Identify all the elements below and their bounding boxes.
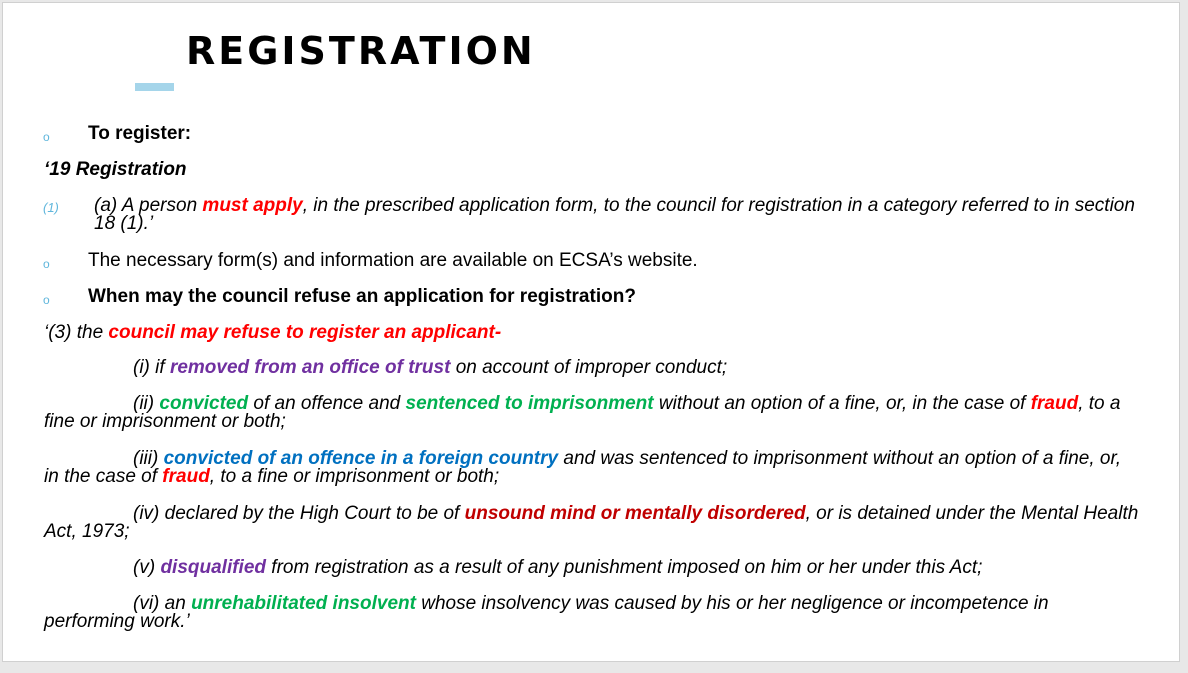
bullet-icon: o: [43, 257, 50, 271]
clause1-post: , in the prescribed application form, to the council for registration in a category referred to in section: [302, 195, 1135, 216]
slide: [2, 2, 1180, 662]
item-ii-highlight-2: sentenced to imprisonment: [405, 393, 654, 414]
clause-number: (1): [43, 200, 59, 215]
item-iii-post: and was sentenced to imprisonment without an option of a fine, or,: [558, 448, 1122, 469]
item-v-post: from registration as a result of any punishment imposed on him or her under this Act;: [266, 557, 983, 578]
item-iii-cont-highlight: fraud: [162, 466, 210, 487]
item-iv-post: , or is detained under the Mental Health: [805, 503, 1139, 524]
item-iii-continuation: [44, 468, 499, 486]
item-ii-post: , to a: [1078, 393, 1121, 414]
item-v-label: (v): [133, 557, 161, 578]
title-accent-bar: [135, 83, 174, 91]
item-ii-highlight-3: fraud: [1030, 393, 1079, 414]
item-vi-post: whose insolvency was caused by his or her negligence or incompetence in: [415, 593, 1049, 614]
item-ii-highlight-1: convicted: [159, 393, 249, 414]
item-iii-highlight: convicted of an offence in a foreign country: [163, 448, 559, 469]
clause3-highlight: council may refuse to register an applicant-: [108, 322, 502, 343]
item-iii-cont-pre: in the case of: [44, 466, 163, 487]
bullet-icon: o: [43, 293, 50, 307]
item-ii-continuation: fine or imprisonment or both;: [44, 411, 286, 432]
slide-title: REGISTRATION: [186, 29, 536, 73]
clause1-continuation: 18 (1).’: [94, 213, 154, 234]
item-vi-highlight: unrehabilitated insolvent: [191, 593, 416, 614]
item-i-label: (i) if: [133, 357, 170, 378]
item-iii-label: (iii): [133, 448, 164, 469]
item-vi-continuation: performing work.’: [44, 611, 190, 632]
item-iv-label: (iv) declared by the High Court to be of: [133, 503, 465, 524]
item-vi-label: (vi) an: [133, 593, 192, 614]
clause1-line: [94, 197, 1135, 215]
item-iv-highlight: unsound mind or mentally disordered: [464, 503, 806, 524]
refuse-question-text: When may the council refuse an application for registration?: [88, 286, 636, 307]
item-v: [133, 559, 982, 577]
clause3-pre: ‘(3) the: [44, 322, 109, 343]
section-heading: ‘19 Registration: [44, 159, 187, 180]
item-i: [133, 359, 727, 377]
item-i-post: on account of improper conduct;: [450, 357, 728, 378]
item-vi: [133, 595, 1049, 613]
item-i-highlight: removed from an office of trust: [169, 357, 451, 378]
bullet-icon: o: [43, 130, 50, 144]
clause1-highlight: must apply: [202, 195, 303, 216]
clause3-line: [44, 324, 501, 342]
item-ii-mid-1: of an offence and: [248, 393, 406, 414]
item-ii-mid-2: without an option of a fine, or, in the case of: [653, 393, 1031, 414]
item-v-highlight: disqualified: [160, 557, 267, 578]
item-iv: [133, 505, 1138, 523]
item-ii-label: (ii): [133, 393, 160, 414]
forms-info-text: The necessary form(s) and information are available on ECSA’s website.: [88, 250, 698, 271]
item-iv-continuation: Act, 1973;: [44, 521, 130, 542]
item-iii-cont-post: , to a fine or imprisonment or both;: [209, 466, 500, 487]
to-register-text: To register:: [88, 123, 192, 144]
clause1-pre: (a) A person: [94, 195, 203, 216]
